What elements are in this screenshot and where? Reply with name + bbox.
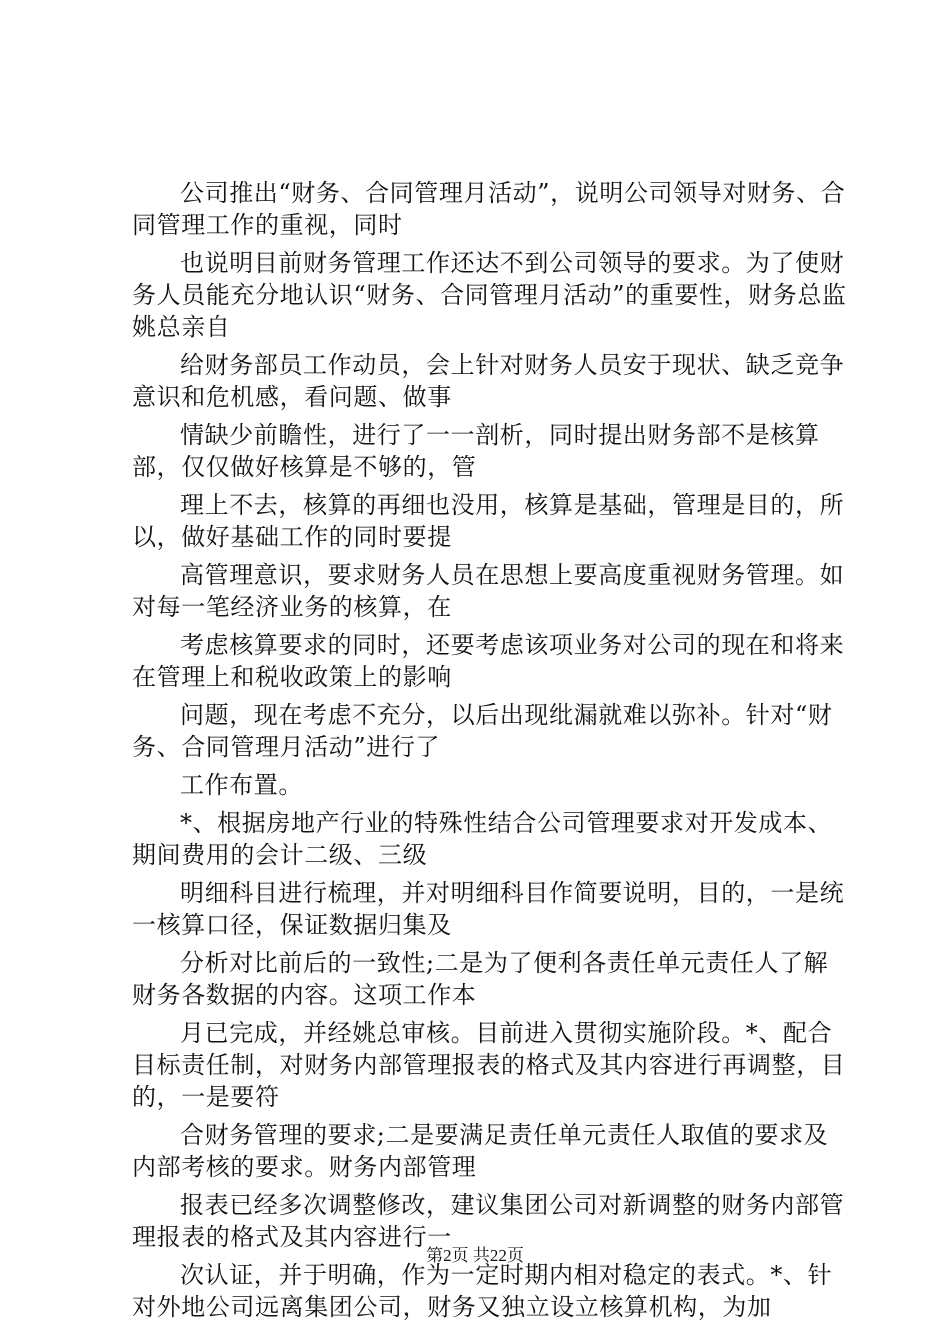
paragraph: 次认证，并于明确，作为一定时期内相对稳定的表式。*、针对外地公司远离集团公司，财务又独立设立核算机构，为加 — [132, 1261, 833, 1321]
page-number-footer: 第2页 共22页 — [426, 1246, 524, 1265]
paragraph: 考虑核算要求的同时，还要考虑该项业务对公司的现在和将来在管理上和税收政策上的影响 — [132, 631, 845, 691]
paragraph: 理上不去，核算的再细也没用，核算是基础，管理是目的，所以，做好基础工作的同时要提 — [132, 491, 845, 551]
paragraph: 工作布置。 — [180, 771, 303, 799]
paragraph: 也说明目前财务管理工作还达不到公司领导的要求。为了使财务人员能充分地认识“财务、合同管理月活动”的重要性，财务总监姚总亲自 — [132, 249, 847, 341]
paragraph: 合财务管理的要求;二是要满足责任单元责任人取值的要求及内部考核的要求。财务内部管理 — [132, 1121, 829, 1181]
paragraph: *、根据房地产行业的特殊性结合公司管理要求对开发成本、期间费用的会计二级、三级 — [132, 809, 833, 869]
paragraph: 给财务部员工作动员，会上针对财务人员安于现状、缺乏竞争意识和危机感，看问题、做事 — [132, 351, 845, 411]
paragraph: 明细科目进行梳理，并对明细科目作简要说明，目的，一是统一核算口径，保证数据归集及 — [132, 879, 845, 939]
document-body — [132, 177, 852, 1323]
paragraph: 高管理意识，要求财务人员在思想上要高度重视财务管理。如对每一笔经济业务的核算，在 — [132, 561, 845, 621]
paragraph: 情缺少前瞻性，进行了一一剖析，同时提出财务部不是核算部，仅仅做好核算是不够的，管 — [132, 421, 820, 481]
paragraph: 公司推出“财务、合同管理月活动”，说明公司领导对财务、合同管理工作的重视，同时 — [132, 179, 846, 239]
paragraph: 问题，现在考虑不充分，以后出现纰漏就难以弥补。针对“财务、合同管理月活动”进行了 — [132, 701, 833, 761]
paragraph: 月已完成，并经姚总审核。目前进入贯彻实施阶段。*、配合目标责任制，对财务内部管理报表的格式及其内容进行再调整，目的，一是要符 — [132, 1019, 846, 1111]
paragraph: 分析对比前后的一致性;二是为了便利各责任单元责任人了解财务各数据的内容。这项工作本 — [132, 949, 829, 1009]
paragraph: 报表已经多次调整修改，建议集团公司对新调整的财务内部管理报表的格式及其内容进行一 — [132, 1191, 845, 1251]
